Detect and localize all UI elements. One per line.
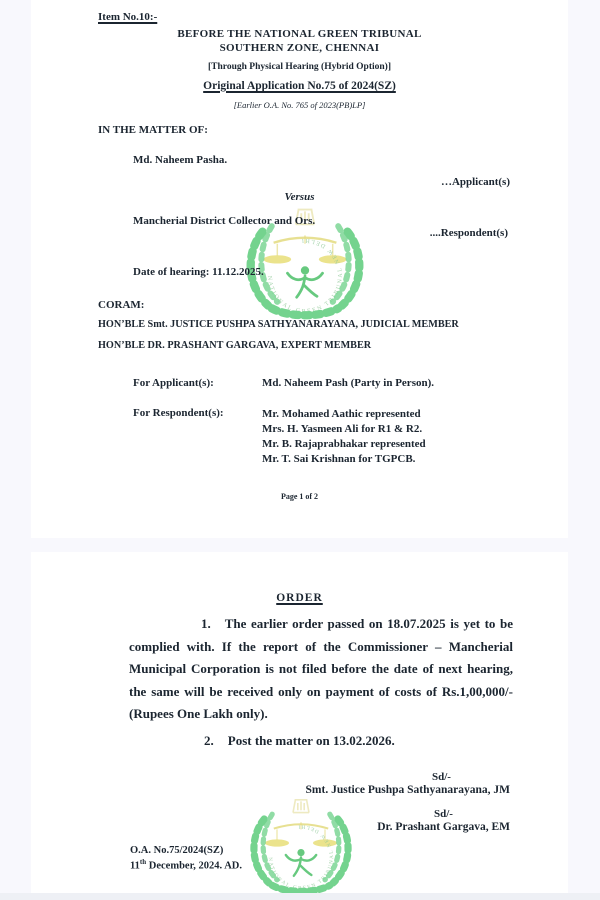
hearing-mode: [Through Physical Hearing (Hybrid Option)]	[208, 62, 391, 72]
tribunal-title-line1: BEFORE THE NATIONAL GREEN TRIBUNAL	[177, 28, 422, 40]
order-paragraph-2	[204, 733, 395, 749]
order-heading: ORDER	[276, 592, 323, 604]
scan-bottom-edge	[0, 893, 600, 900]
paragraph-number: 2.	[204, 733, 214, 748]
in-the-matter-of-heading: IN THE MATTER OF:	[98, 124, 208, 136]
page-number-footer: Page 1 of 2	[280, 492, 319, 501]
application-number: Original Application No.75 of 2024(SZ)	[203, 80, 396, 92]
footer-case-number: O.A. No.75/2024(SZ)	[130, 845, 224, 856]
ngt-logo-watermark	[227, 795, 375, 893]
for-respondent-counsel-list	[262, 407, 426, 467]
coram-heading: CORAM:	[98, 299, 145, 311]
footer-order-date	[130, 858, 242, 872]
tribunal-title-line2: SOUTHERN ZONE, CHENNAI	[219, 42, 380, 54]
signature-sd-1: Sd/-	[432, 771, 451, 783]
for-applicant-counsel: Md. Naheem Pash (Party in Person).	[262, 377, 435, 389]
applicant-name: Md. Naheem Pasha.	[133, 154, 228, 166]
signature-name-judicial-member: Smt. Justice Pushpa Sathyanarayana, JM	[305, 784, 510, 796]
respondent-label: ....Respondent(s)	[429, 227, 508, 239]
signature-name-expert-member: Dr. Prashant Gargava, EM	[377, 821, 510, 833]
respondent-name: Mancherial District Collector and Ors.	[133, 215, 316, 227]
item-number: Item No.10:-	[98, 11, 158, 23]
order-paragraph-1	[129, 613, 513, 726]
for-applicant-label: For Applicant(s):	[133, 377, 214, 389]
page-1	[31, 0, 568, 538]
footer-date-ordinal: th	[139, 858, 147, 866]
coram-member-2: HON’BLE DR. PRASHANT GARGAVA, EXPERT MEMBER	[98, 340, 372, 351]
respondent-counsel-line: Mr. Mohamed Aathic represented	[262, 408, 421, 420]
versus-label: Versus	[284, 191, 315, 203]
page-2	[31, 552, 568, 893]
footer-date-day: 11	[130, 860, 140, 872]
respondent-counsel-line: Mrs. H. Yasmeen Ali for R1 & R2.	[262, 423, 423, 435]
paragraph-number: 1.	[201, 616, 211, 631]
next-hearing-date: 13.02.2026.	[332, 733, 395, 748]
applicant-label: …Applicant(s)	[440, 176, 510, 188]
paragraph-text: The earlier order passed on 18.07.2025 is yet to be complied with. If the report of the Commissioner – Mancherial Municipal Corporation is not filed before the date of next hearing, the same will be received only on payment of costs of Rs.1,00,000/- (Rupees One Lakh only).	[129, 616, 513, 721]
date-of-hearing: Date of hearing: 11.12.2025.	[133, 266, 264, 278]
coram-member-1: HON’BLE Smt. JUSTICE PUSHPA SATHYANARAYANA, JUDICIAL MEMBER	[98, 319, 459, 330]
paragraph-text: Post the matter on	[227, 733, 333, 748]
for-respondent-label: For Respondent(s):	[133, 407, 224, 419]
signature-sd-2: Sd/-	[434, 808, 453, 820]
footer-date-rest: December, 2024. AD.	[146, 860, 242, 872]
respondent-counsel-line: Mr. B. Rajaprabhakar represented	[262, 438, 426, 450]
earlier-case-reference: [Earlier O.A. No. 765 of 2023(PB)LP]	[233, 100, 366, 110]
respondent-counsel-line: Mr. T. Sai Krishnan for TGPCB.	[262, 453, 416, 465]
